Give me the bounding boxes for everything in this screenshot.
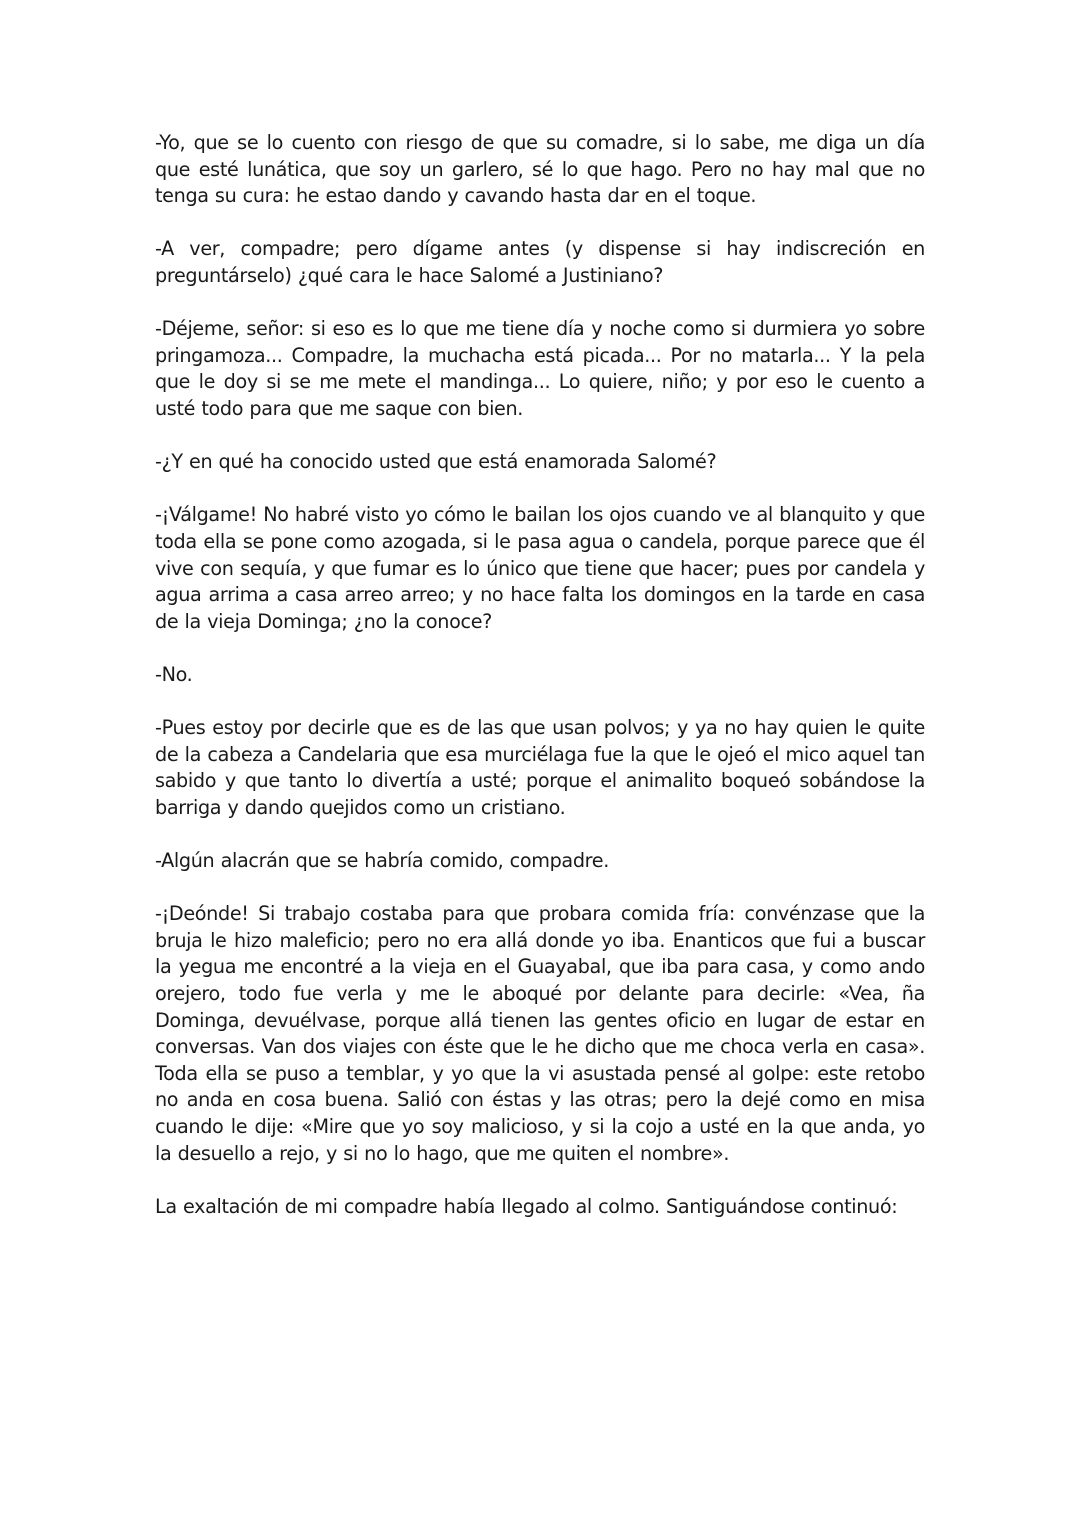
paragraph-dialogue-garlero: -Yo, que se lo cuento con riesgo de que su comadre, si lo sabe, me diga un día que esté lunática, que soy un garlero, sé lo que hago. Pero no hay mal que no tenga su cura: he estao dando y cavando hasta dar en el toque. xyxy=(155,131,925,208)
paragraph-alacran: -Algún alacrán que se habría comido, compadre. xyxy=(155,849,609,873)
paragraph-question-salome: -A ver, compadre; pero dígame antes (y dispense si hay indiscreción en preguntárselo) ¿qué cara le hace Salomé a Justiniano? xyxy=(155,237,925,287)
paragraph-deonde: -¡Deónde! Si trabajo costaba para que probara comida fría: convénzase que la bruja le hizo maleficio; pero no era allá donde yo iba. Enanticos que fui a buscar la yegua me encontré a la vieja en el Guayabal, que iba para casa, y como ando orejero, todo fue verla y me le aboqué por delante para decirle: «Vea, ña Dominga, devuélvase, porque allá tienen las gentes oficio en lugar de estar en conversas. Van dos viajes con éste que le he dicho que me choca verla en casa». Toda ella se puso a temblar, y yo que la vi asustada pensé al golpe: este retobo no anda en cosa buena. Salió con éstas y las otras; pero la dejé como en misa cuando le dije: «Mire que yo soy malicioso, y si la cojo a usté en la que anda, yo la desuello a rejo, y si no lo hago, que me quiten el nombre». xyxy=(155,902,925,1165)
paragraph-exaltacion: La exaltación de mi compadre había llegado al colmo. Santiguándose continuó: xyxy=(155,1194,898,1218)
paragraph-no: -No. xyxy=(155,662,193,686)
paragraph-valgame: -¡Válgame! No habré visto yo cómo le bailan los ojos cuando ve al blanquito y que toda ella se pone como azogada, si le pasa agua o candela, porque parece que él vive con sequía, y que fumar es lo único que tiene que hacer; pues por candela y agua arrima a casa arreo arreo; y no hace falta los domingos en la tarde en casa de la vieja Dominga; ¿no la conoce? xyxy=(155,503,925,633)
paragraph-polvos: -Pues estoy por decirle que es de las que usan polvos; y ya no hay quien le quite de la cabeza a Candelaria que esa murciélaga fue la que le ojeó el mico aquel tan sabido y que tanto lo divertía a usté; porque el animalito boqueó sobándose la barriga y dando quejidos como un cristiano. xyxy=(155,716,925,819)
paragraph-enamorada-question: -¿Y en qué ha conocido usted que está enamorada Salomé? xyxy=(155,450,717,474)
document-page xyxy=(155,130,925,1247)
paragraph-dejeme-senor: -Déjeme, señor: si eso es lo que me tiene día y noche como si durmiera yo sobre pringamoza... Compadre, la muchacha está picada... Por no matarla... Y la pela que le doy si se me mete el mandinga... Lo quiere, niño; y por eso le cuento a usté todo para que me saque con bien. xyxy=(155,317,925,420)
